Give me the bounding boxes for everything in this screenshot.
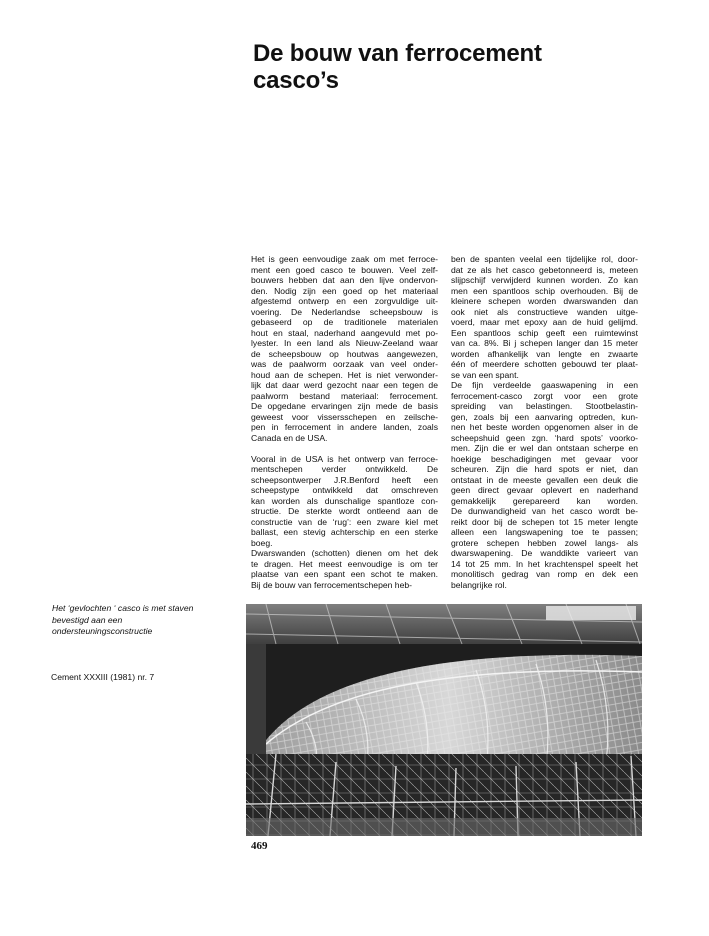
caption-line: Het ‘gevlochten ‘ casco is met staven (52, 603, 194, 613)
line: monolitisch gedrag van romp en dek een (451, 569, 638, 579)
line: De fijn verdeelde gaaswapening in een (451, 380, 638, 390)
line: men. Zijn die er wel dan ontstaan scherpe en (451, 443, 638, 453)
line: De opgedane ervaringen zijn mede de basis (251, 401, 438, 411)
paragraph-usa (251, 454, 438, 591)
article-title (253, 40, 673, 94)
line: structie. De sterkte wordt ontleend aan de (251, 506, 438, 516)
line: constructie van de ‘rug’: een zware kiel met (251, 516, 438, 527)
line: één of meerdere schotten gebouwd ter plaat- (451, 359, 638, 369)
line: geweest voor vissersschepen en zeilsche- (251, 411, 438, 422)
article-title-line-1: De bouw van ferrocement (253, 40, 542, 67)
article-title-line-2: casco’s (253, 67, 339, 94)
line: ballast, een stevig achterschip en een sterke (251, 527, 438, 537)
text-column-left (251, 254, 438, 590)
line: plaatse van een spant een schot te maken. (251, 569, 438, 579)
line: gebaseerd op de traditionele materialen (251, 317, 438, 327)
line: ook niet als constructieve wanden uitge- (451, 306, 638, 317)
line: grotere schepen hebben zowel langs- als (451, 537, 638, 548)
line: houd aan de schepen. Het is niet verwonder- (251, 369, 438, 380)
line: Bij de bouw van ferrocementschepen heb- (251, 579, 412, 590)
line: voering. De Nederlandse scheepsbouw is (251, 306, 438, 317)
line: Dwarswanden (schotten) dienen om het dek (251, 548, 438, 558)
photo-caption (52, 603, 222, 638)
line: ferrocement-casco zorgt voor een grote (451, 390, 638, 401)
line: voerd, maar met epoxy aan de huid gelijmd. (451, 317, 638, 327)
line: boeg. (251, 537, 273, 548)
line: hout en staal, naderhand aangevuld met po- (251, 327, 438, 338)
line: belangrijke rol. (451, 579, 507, 590)
caption-line: ondersteuningsconstructie (52, 626, 153, 636)
line: pen in ferrocement in andere landen, zoals (251, 422, 438, 432)
line: dat ze als het casco gebetonneerd is, meteen (451, 264, 638, 275)
line: Canada en de USA. (251, 432, 328, 443)
paragraph-continued (451, 254, 638, 590)
paragraph-intro (251, 254, 438, 443)
line: lyester. In een land als Nieuw-Zeeland waar (251, 338, 438, 348)
line: Een spantloos schip geeft een ruimtewinst (451, 327, 638, 338)
text-column-right (451, 254, 638, 590)
line: scheuren. Zijn die hard spots er niet, dan (451, 464, 638, 474)
line: te dragen. Het meest eenvoudige is om ter (251, 558, 438, 569)
line: bouwers hebben dat aan den lijve ondervon- (251, 275, 438, 285)
line: slijpschijf verwijderd kunnen worden. Zo kan (451, 275, 638, 285)
line: lijk dat daar werd gezocht naar een tegen de (251, 380, 438, 390)
line: ben de spanten veelal een tijdelijke rol, door- (451, 254, 638, 264)
line: mentschepen verder ontwikkeld. De (251, 464, 438, 474)
line: scheepsontwerper J.R.Benford heeft een (251, 474, 438, 485)
line: den. Nodig zijn een goed op het materiaal (251, 285, 438, 296)
photo-illustration (246, 604, 642, 836)
hull-construction-photo (246, 604, 642, 836)
line: De dunwandigheid van het casco wordt be- (451, 506, 638, 516)
line: reikt door bij de schepen tot 15 meter lengte (451, 516, 638, 527)
line: paalworm bestand materiaal: ferrocement. (251, 390, 438, 401)
line: geen direct gevaar oplevert en naderhand (451, 485, 638, 495)
line: nen het beste worden opgenomen alser in de (451, 422, 638, 432)
line: worden afhankelijk van lengte en zwaarte (451, 348, 638, 359)
line: Vooral in de USA is het ontwerp van ferroce- (251, 453, 438, 464)
line: de scheepsbouw op houtwas aangewezen, (251, 348, 438, 359)
page-number: 469 (251, 840, 268, 852)
line: scheepstype ontwikkeld dat omschreven (251, 485, 438, 495)
line: scheepshuid geen zgn. ‘hard spots’ voorko- (451, 432, 638, 443)
line: 14 tot 25 mm. In het krachtenspel speelt het (451, 558, 638, 569)
line: afgestemd ontwerp en een zorgvuldige uit- (251, 296, 438, 306)
line: se van een spant. (451, 369, 519, 380)
line: men een spantloos schip overhouden. Bij de (451, 285, 638, 296)
line: gen, zoals bij een aanvaring optreden, kun- (451, 411, 638, 422)
line: kan worden als dunschalige spantloze con- (251, 495, 438, 506)
line: spreiding van belastingen. Stootbelastin- (451, 401, 638, 411)
line: hoekige beschadigingen met gevaar voor (451, 453, 638, 464)
line: dwarswapening. De wanddikte varieert van (451, 548, 638, 558)
line: was de paalworm oorzaak van veel onder- (251, 359, 438, 369)
line: ment een goed casco te bouwen. Veel zelf- (251, 264, 438, 275)
line: ontstaat in de meeste gevallen een deuk die (451, 474, 638, 485)
line: alleen een langswapening toe te passen; (451, 527, 638, 537)
line: kleinere schepen worden dwarswanden dan (451, 296, 638, 306)
line: gemakkelijk gerepareerd kan worden. (451, 495, 638, 506)
journal-reference: Cement XXXIII (1981) nr. 7 (51, 672, 155, 682)
line: Het is geen eenvoudige zaak om met ferroce- (251, 254, 438, 264)
line: van ca. 8%. Bi j schepen langer dan 15 meter (451, 338, 638, 348)
caption-line: bevestigd aan een (52, 614, 123, 625)
